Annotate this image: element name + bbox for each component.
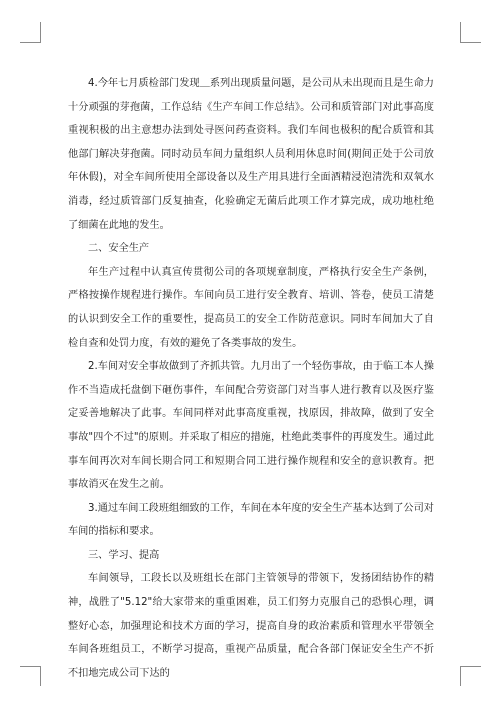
corner-mark-bottom-right-horizontal: [460, 666, 481, 667]
corner-mark-top-left-vertical: [40, 22, 41, 42]
paragraph-learning: 车间领导，工段长以及班组长在部门主管领导的带领下，发扬团结协作的精神，战胜了"5.12"给大家带来的重重困难，员工们努力克服自己的恐惧心理，调整好心态，加强理论和技术方面的学习，提高自身的政治素质和管理水平带领全车间各班组员工，不断学习提高，重视产品质量，配合各部门保证安全生产不折不扣地完成公司下达的: [68, 573, 434, 679]
section-heading-learning: 三、学习、提高: [88, 549, 160, 561]
paragraph-safety-incident: 2.车间对安全事故做到了齐抓共管。九月出了一个轻伤事故，由于临工本人操作不当造成托盘倒下砸伤事件，车间配合劳资部门对当事人进行教育以及医疗鉴定妥善地解决了此事。车间同样对此事高度重视，找原因，排故障，做到了安全事故"四个不过"的原则。并采取了相应的措施，杜绝此类事件的再度发生。通过此事车间再次对车间长期合同工和短期合同工进行操作规程和安全的意识教育。把事故消灭在发生之前。: [68, 361, 434, 491]
corner-mark-top-right-horizontal: [460, 42, 481, 43]
paragraph-quality-issue: 4.今年七月质检部门发现＿系列出现质量问题，是公司从未出现而且是生命力十分顽强的芽孢菌，工作总结《生产车间工作总结》。公司和质管部门对此事高度重视积极的出主意想办法到处寻医问药查资料。我们车间也极积的配合质管和其他部门解决芽孢菌。同时动员车间力量组织人员利用休息时间(期间正处于公司放年休假)，对全车间所使用全部设备以及生产用具进行全面酒精浸泡清洗和双氧水消毒，经过质管部门反复抽查，化验确定无菌后此项工作才算完成，成功地杜绝了细菌在此地的发生。: [68, 78, 434, 231]
section-heading-safety: 二、安全生产: [88, 243, 150, 255]
paragraph-safety-targets: 3.通过车间工段班组细致的工作，车间在本年度的安全生产基本达到了公司对车间的指标和要求。: [68, 502, 434, 538]
corner-mark-top-left-horizontal: [20, 42, 41, 43]
corner-mark-bottom-left-horizontal: [20, 666, 41, 667]
corner-mark-top-right-vertical: [460, 22, 461, 42]
document-body: [68, 72, 434, 685]
corner-mark-bottom-left-vertical: [40, 666, 41, 686]
corner-mark-bottom-right-vertical: [460, 666, 461, 686]
paragraph-safety-rules: 年生产过程中认真宣传贯彻公司的各项规章制度，严格执行安全生产条例，严格按操作规程进行操作。车间向员工进行安全教育、培训、答卷，使员工清楚的认识到安全工作的重要性，提高员工的安全工作防范意识。同时车间加大了自检自查和处罚力度，有效的避免了各类事故的发生。: [68, 266, 434, 349]
